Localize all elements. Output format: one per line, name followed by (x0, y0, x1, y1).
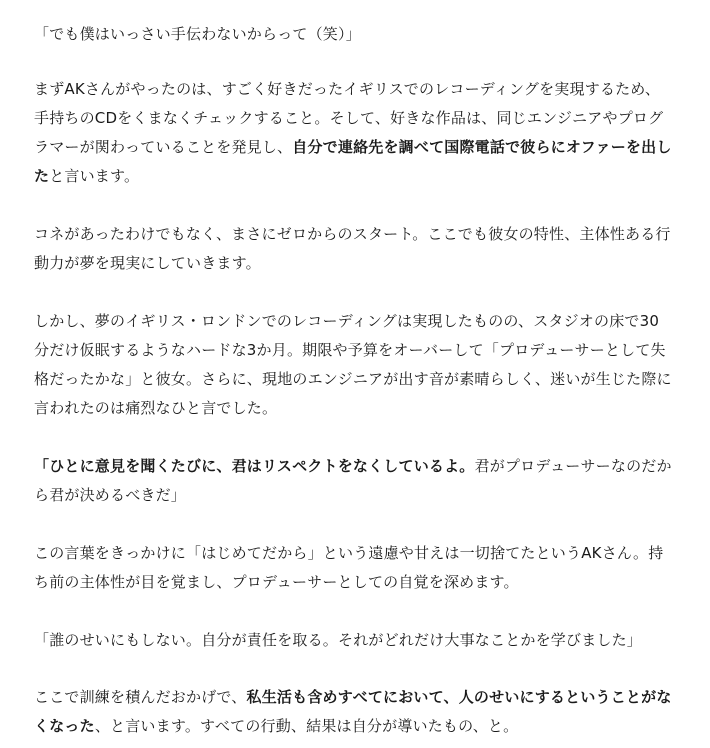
bold-text: 私生活も含めすべてにおいて、人のせいにするということがなくなった (34, 688, 672, 735)
text: 「誰のせいにもしない。自分が責任を取る。それがどれだけ大事なことかを学びました」 (34, 631, 643, 649)
text: 君がプロデューサーなのだから君が決めるべきだ」 (34, 457, 672, 504)
bold-text: 自分で連絡先を調べて国際電話で彼らにオファーを出した (34, 138, 672, 185)
text: この言葉をきっかけに「はじめてだから」という遠慮や甘えは一切捨てたというAKさん。持ち前の主体性が目を覚まし、プロデューサーとしての自覚を深めます。 (34, 544, 664, 591)
paragraph-5 (34, 452, 674, 510)
text: ここで訓練を積んだおかげで、 (34, 688, 247, 706)
paragraph-3 (34, 220, 674, 278)
text: コネがあったわけでもなく、まさにゼロからのスタート。ここでも彼女の特性、主体性ある行動力が夢を現実にしていきます。 (34, 225, 671, 272)
paragraph-4 (34, 307, 674, 423)
text: まずAKさんがやったのは、すごく好きだったイギリスでのレコーディングを実現するため、手持ちのCDをくまなくチェックすること。そして、好きな作品は、同じエンジニアやプログラマーが関わっていることを発見し、 (34, 80, 664, 156)
paragraph-1 (34, 20, 674, 49)
text: しかし、夢のイギリス・ロンドンでのレコーディングは実現したものの、スタジオの床で30分だけ仮眠するようなハードな3か月。期限や予算をオーバーして「プロデューサーとして失格だったかな」と彼女。さらに、現地のエンジニアが出す音が素晴らしく、迷いが生じた際に言われたのは痛烈なひと言でした。 (34, 312, 672, 417)
paragraph-8 (34, 683, 674, 741)
text: 「でも僕はいっさい手伝わないからって（笑）」 (34, 25, 361, 43)
paragraph-7 (34, 626, 674, 655)
text: と言います。 (49, 167, 140, 185)
bold-text: 「ひとに意見を聞くたびに、君はリスペクトをなくしているよ。 (34, 457, 475, 475)
text: 、と言います。すべての行動、結果は自分が導いたもの、と。 (94, 717, 519, 735)
paragraph-2 (34, 75, 674, 191)
paragraph-6 (34, 539, 674, 597)
